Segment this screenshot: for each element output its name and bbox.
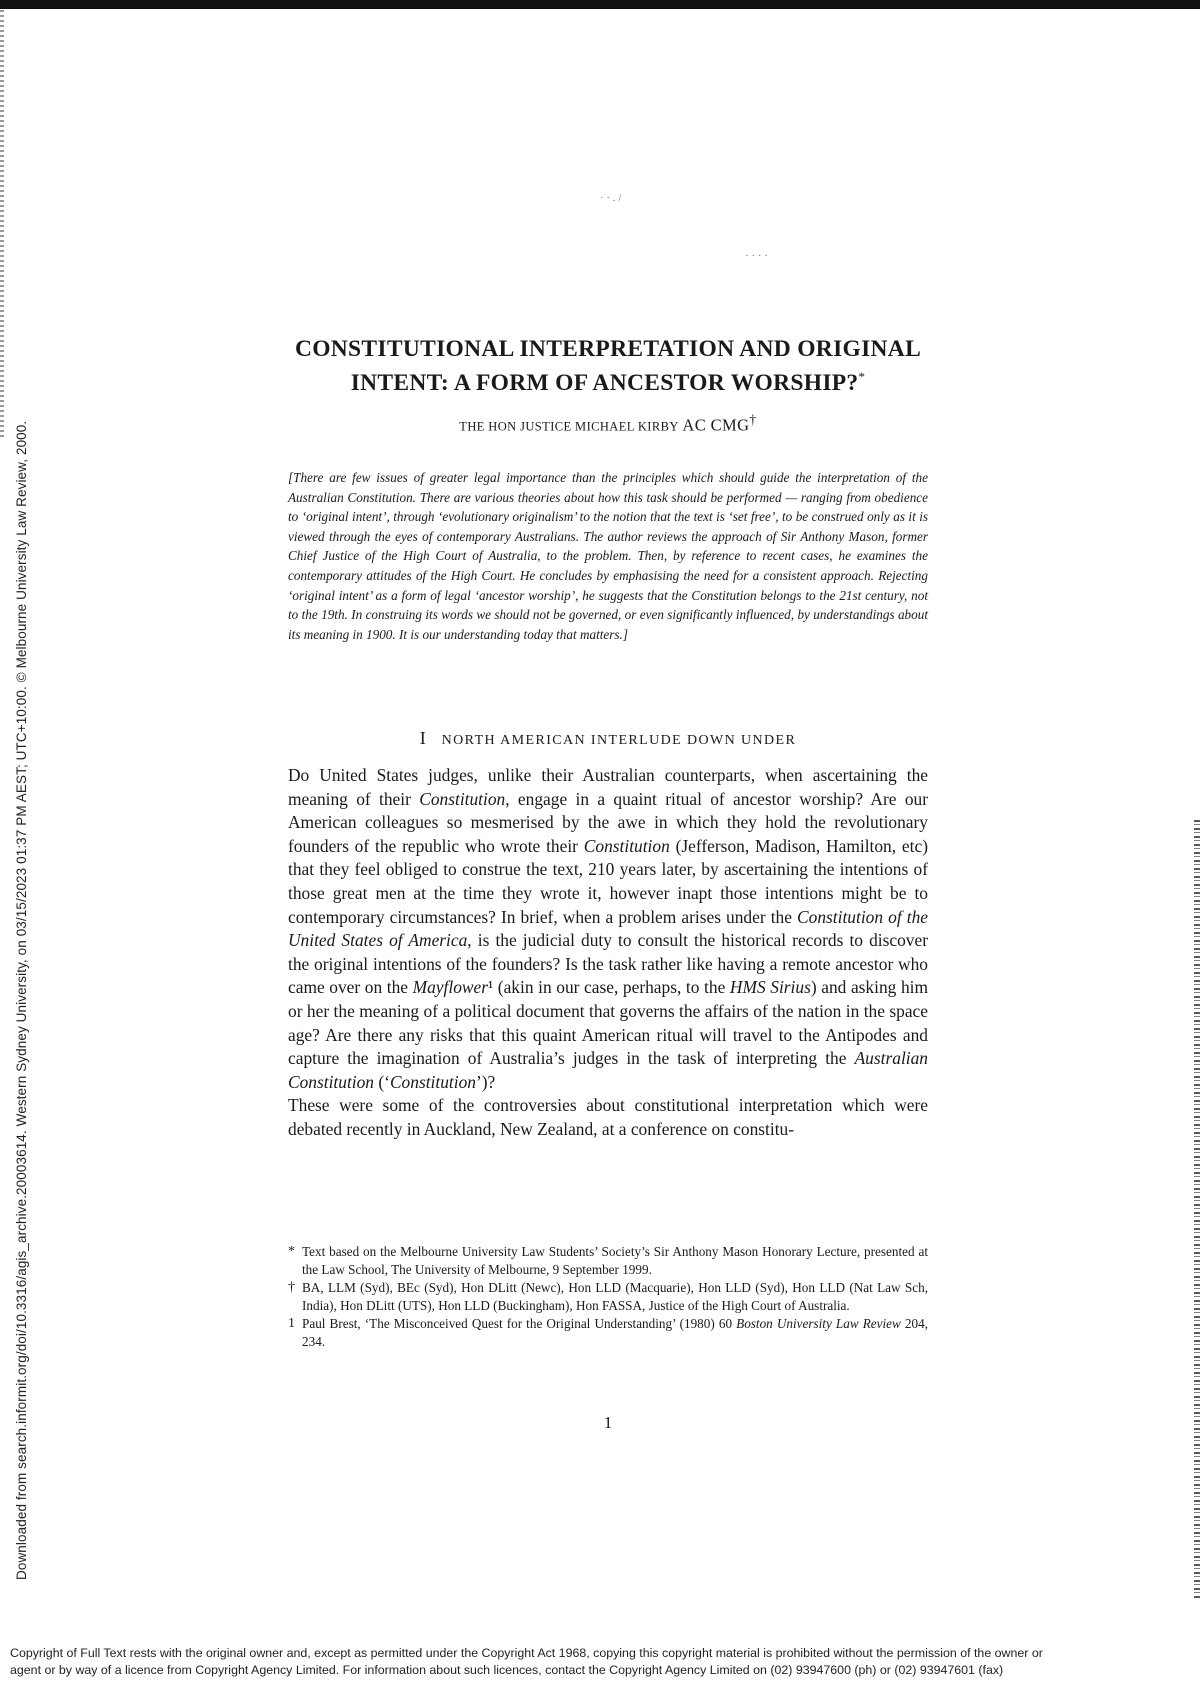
author-footnote-mark: †	[749, 412, 757, 427]
text-run: Do United States judges, unlike their Australian counterparts, when ascertaining the meaning of their	[288, 765, 928, 809]
copyright-line-2: agent or by way of a licence from Copyright Agency Limited. For information about such licences, contact the Copyright Agency Limited on (02) 93947600 (ph) or (02) 93947601 (fax)	[10, 1663, 1004, 1677]
section-numeral: I	[419, 728, 427, 748]
italic-run: Constitution	[389, 1071, 476, 1092]
author-byline	[288, 412, 928, 436]
footnote-text: Text based on the Melbourne University Law Students’ Society’s Sir Anthony Mason Honorary Lecture, presented at the Law School, The University of Melbourne, 9 September 1999.	[302, 1244, 928, 1277]
scan-edge-noise-right	[1194, 820, 1200, 1600]
footnotes	[288, 1243, 928, 1352]
footnote	[288, 1243, 928, 1278]
italic-run: Constitution	[583, 835, 670, 856]
copyright-line-1: Copyright of Full Text rests with the original owner and, except as permitted under the Copyright Act 1968, copying this copyright material is prohibited without the permission of the owner or	[10, 1646, 1043, 1660]
page-number: 1	[603, 1413, 613, 1432]
footnote-text: BA, LLM (Syd), BEc (Syd), Hon DLitt (Newc), Hon LLD (Macquarie), Hon LLD (Syd), Hon LLD (Nat Law Sch, India), Hon DLitt (UTS), Hon LLD (Buckingham), Hon FASSA, Justice of the High Court of Australia.	[302, 1280, 928, 1313]
italic-run: Mayflower	[412, 977, 488, 998]
footnote-mark: 1	[288, 1316, 295, 1332]
scan-speckle: · · · ·	[745, 250, 768, 262]
text-run: ¹ (akin in our case, perhaps, to the	[487, 977, 730, 998]
author-honours: AC CMG	[682, 415, 750, 435]
author-name: THE HON JUSTICE MICHAEL KIRBY	[459, 419, 679, 434]
italic-run: Constitution of the United States of America	[288, 906, 928, 951]
title-line-1: CONSTITUTIONAL INTERPRETATION AND ORIGINAL	[294, 336, 922, 362]
section-heading	[288, 728, 928, 749]
footnote-citation: Paul Brest, ‘The Misconceived Quest for the Original Understanding’ (1980) 60	[302, 1316, 737, 1332]
paragraph-1	[288, 764, 928, 1094]
section-title: NORTH AMERICAN INTERLUDE DOWN UNDER	[441, 733, 797, 748]
paragraph-2: These were some of the controversies about constitutional interpretation which were debated recently in Auckland, New Zealand, at a conference on constitu-	[288, 1095, 928, 1139]
footnote-mark: †	[288, 1280, 295, 1296]
copyright-notice	[10, 1645, 1190, 1679]
footnote-journal: Boston University Law Review	[736, 1316, 901, 1332]
footnote-mark: *	[288, 1244, 295, 1259]
footnote	[288, 1315, 928, 1350]
scan-speckle: · · . /	[600, 192, 622, 204]
text-run: , is the judicial duty to consult the historical records to discover the original intentions of the founders? Is the task rather like having a remote ancestor who came over on the	[288, 930, 928, 998]
italic-run: Constitution	[419, 788, 506, 809]
footnote-pages: 204, 234.	[302, 1316, 928, 1349]
scan-edge-noise-left	[0, 10, 4, 440]
body-text	[288, 764, 928, 1142]
scan-top-border	[0, 0, 1200, 9]
title-line-2-text: INTENT: A FORM OF ANCESTOR WORSHIP?	[350, 369, 859, 396]
italic-run: HMS Sirius	[729, 977, 811, 998]
title-footnote-mark: *	[858, 369, 866, 384]
abstract: [There are few issues of greater legal importance than the principles which should guide the interpretation of the Australian Constitution. There are various theories about how this task should be performed — ranging from obedience to ‘original intent’, through ‘evolutionary originalism’ to the notion that the text is ‘set free’, to be construed only as it is viewed through the eyes of contemporary Australians. The author reviews the approach of Sir Anthony Mason, former Chief Justice of the High Court of Australia, to the problem. Then, by reference to recent cases, he examines the contemporary attitudes of the High Court. He concludes by emphasising the need for a consistent approach. Rejecting ‘original intent’ as a form of legal ‘ancestor worship’, he suggests that the Constitution belongs to the 21st century, not to the 19th. In construing its words we should not be governed, or even significantly influenced, by understandings about its meaning in 1900. It is our understanding today that matters.]	[288, 470, 928, 642]
text-run: ) and asking him or her the meaning of a political document that governs the affairs of the nation in the space age? Are there any risks that this quaint American ritual will travel to the Antipodes and capture the imagination of Australia’s judges in the task of interpreting the	[288, 977, 928, 1069]
footnote	[288, 1279, 928, 1314]
text-run: , engage in a quaint ritual of ancestor worship? Are our American colleagues so mesmerised by the awe in which they hold the revolutionary founders of the republic who wrote their	[288, 788, 929, 856]
text-run: (‘	[374, 1071, 390, 1092]
text-run: (Jefferson, Madison, Hamilton, etc) that they feel obliged to construe the text, 210 years later, by ascertaining the intentions of those great men at the time they wrote it, however inapt those intentions might be to contemporary circumstances? In brief, when a problem arises under the	[288, 835, 928, 927]
title-line-2	[288, 363, 928, 397]
download-watermark: Downloaded from search.informit.org/doi/10.3316/agis_archive.20003614. Western Sydney University, on 03/15/2023 01:37 PM AEST; UTC+10:00. © Melbourne University Law Review, 2000.	[14, 420, 29, 1580]
italic-run: Australian Constitution	[288, 1048, 928, 1092]
footnote-text	[302, 1315, 928, 1350]
article-title	[288, 335, 928, 397]
text-run: ’)?	[475, 1071, 496, 1092]
